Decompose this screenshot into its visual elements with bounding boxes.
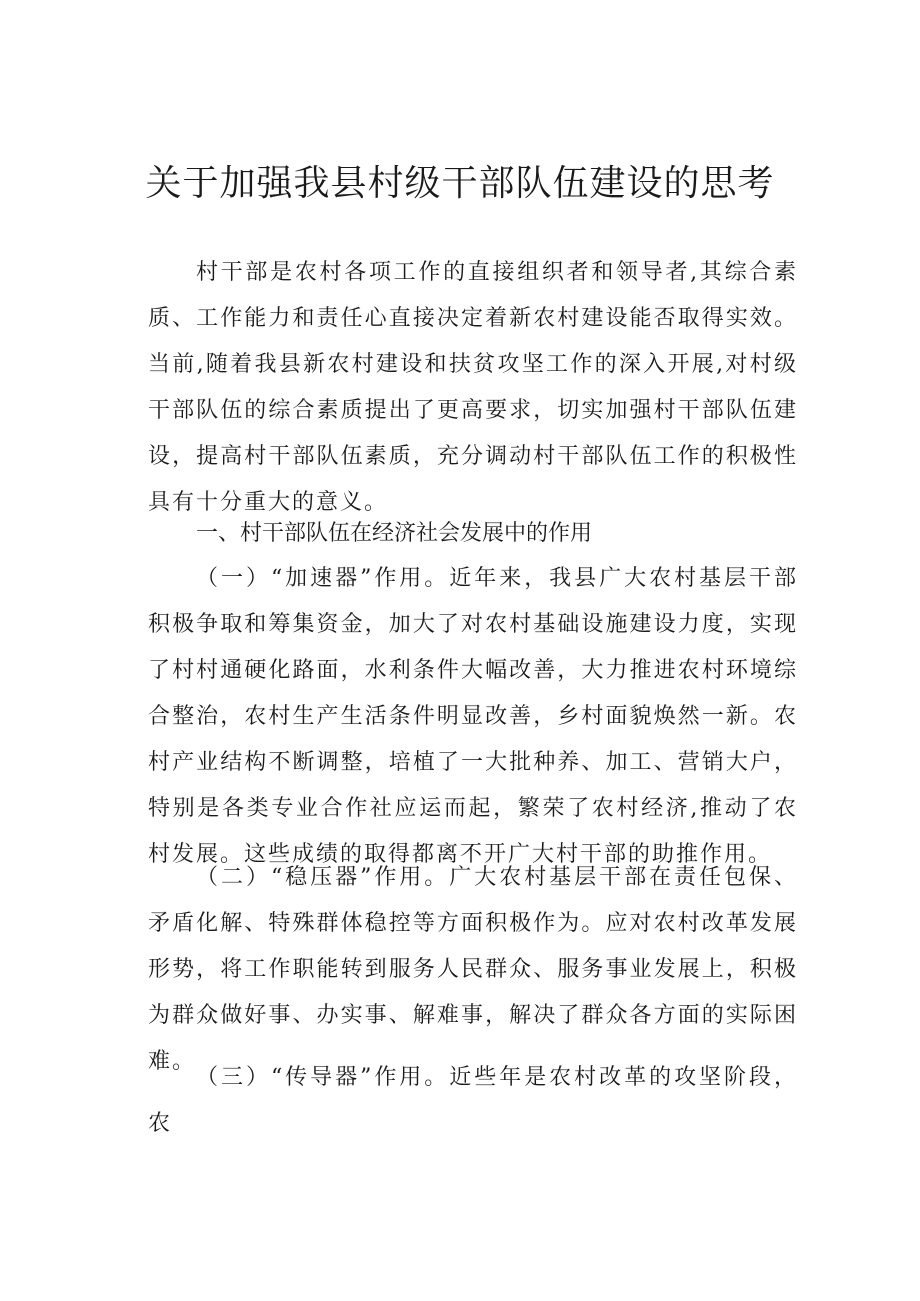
- section-heading: 一、村干部队伍在经济社会发展中的作用: [196, 521, 593, 546]
- document-title: 关于加强我县村级干部队伍建设的思考: [145, 163, 775, 204]
- intro-paragraph: 村干部是农村各项工作的直接组织者和领导者,其综合素质、工作能力和责任心直接决定着新农村建设能否取得实效。当前,随着我县新农村建设和扶贫攻坚工作的深入开展,对村级干部队伍的综合素质提出了更高要求，切实加强村干部队伍建设，提高村干部队伍素质，充分调动村干部队伍工作的积极性具有十分重大的意义。: [148, 260, 798, 515]
- item-paragraph-conductor: （三）“传导器”作用。近些年是农村改革的攻坚阶段，农: [148, 1065, 798, 1136]
- item-paragraph-stabilizer: （二）“稳压器”作用。广大农村基层干部在责任包保、矛盾化解、特殊群体稳控等方面积极作为。应对农村改革发展形势，将工作职能转到服务人民群众、服务事业发展上，积极为群众做好事、办实事、解难事，解决了群众各方面的实际困难。: [148, 865, 798, 1074]
- item-paragraph-accelerator: （一）“加速器”作用。近年来，我县广大农村基层干部积极争取和筹集资金，加大了对农村基础设施建设力度，实现了村村通硬化路面，水利条件大幅改善，大力推进农村环境综合整治，农村生产生活条件明显改善，乡村面貌焕然一新。农村产业结构不断调整，培植了一大批种养、加工、营销大户，特别是各类专业合作社应运而起，繁荣了农村经济,推动了农村发展。这些成绩的取得都离不开广大村干部的助推作用。: [148, 566, 798, 867]
